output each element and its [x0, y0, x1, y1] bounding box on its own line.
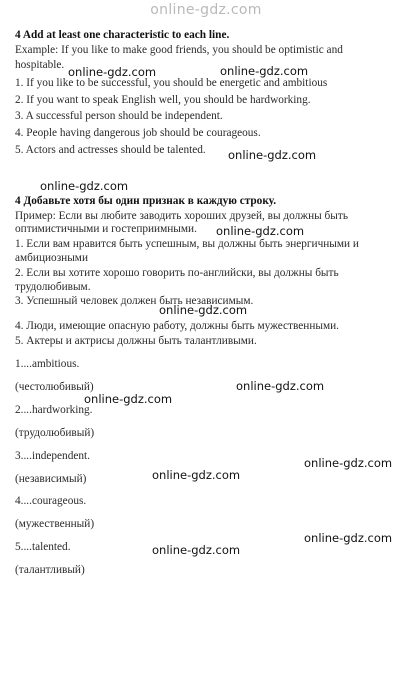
watermark-top: online-gdz.com: [150, 2, 262, 18]
answer-3-translation: (независимый): [15, 473, 87, 485]
watermark: online-gdz.com: [68, 65, 157, 79]
watermark: online-gdz.com: [40, 179, 129, 193]
en-item-4: 4. People having dangerous job should be courageous.: [15, 127, 261, 139]
answer-2-translation: (трудолюбивый): [15, 427, 95, 439]
answer-1-translation: (честолюбивый): [15, 381, 94, 393]
en-item-1: 1. If you like to be successful, you should be energetic and ambitious: [15, 77, 328, 89]
watermark: online-gdz.com: [84, 392, 173, 406]
answer-1-word: 1....ambitious.: [15, 358, 80, 370]
answer-3-word: 3....independent.: [15, 450, 90, 462]
watermark: online-gdz.com: [152, 543, 241, 557]
watermark: online-gdz.com: [304, 456, 393, 470]
ru-item-4: 4. Люди, имеющие опасную работу, должны быть мужественными.: [15, 320, 339, 332]
ru-task-title: 4 Добавьте хотя бы один признак в каждую строку.: [15, 195, 277, 207]
en-item-3: 3. A successful person should be independent.: [15, 110, 223, 122]
watermark: online-gdz.com: [159, 303, 248, 317]
answer-5-translation: (талантливый): [15, 564, 85, 576]
answer-4-word: 4....courageous.: [15, 495, 87, 507]
watermark: online-gdz.com: [216, 224, 305, 238]
watermark: online-gdz.com: [236, 379, 325, 393]
watermark: online-gdz.com: [228, 148, 317, 162]
ru-example-line1: Пример: Если вы любите заводить хороших друзей, вы должны быть: [15, 210, 348, 222]
en-item-5: 5. Actors and actresses should be talented.: [15, 144, 206, 156]
ru-item-1-line1: 1. Если вам нравится быть успешным, вы должны быть энергичными и: [15, 238, 359, 250]
watermark: online-gdz.com: [304, 531, 393, 545]
answer-5-word: 5....talented.: [15, 541, 71, 553]
ru-example-line2: оптимистичными и гостеприимными.: [15, 223, 197, 235]
en-item-2: 2. If you want to speak English well, you should be hardworking.: [15, 94, 311, 106]
ru-item-2-line2: трудолюбивым.: [15, 281, 91, 293]
ru-item-2-line1: 2. Если вы хотите хорошо говорить по-английски, вы должны быть: [15, 267, 339, 279]
en-example-line2: hospitable.: [15, 59, 65, 71]
ru-item-1-line2: амбициозными: [15, 252, 88, 264]
ru-item-3: 3. Успешный человек должен быть независимым.: [15, 295, 254, 307]
en-example-line1: Example: If you like to make good friends, you should be optimistic and: [15, 44, 343, 56]
watermark: online-gdz.com: [220, 64, 309, 78]
answer-4-translation: (мужественный): [15, 518, 95, 530]
watermark: online-gdz.com: [152, 468, 241, 482]
answer-2-word: 2....hardworking.: [15, 404, 93, 416]
en-task-title: 4 Add at least one characteristic to each line.: [15, 29, 230, 41]
ru-item-5: 5. Актеры и актрисы должны быть талантливыми.: [15, 335, 257, 347]
